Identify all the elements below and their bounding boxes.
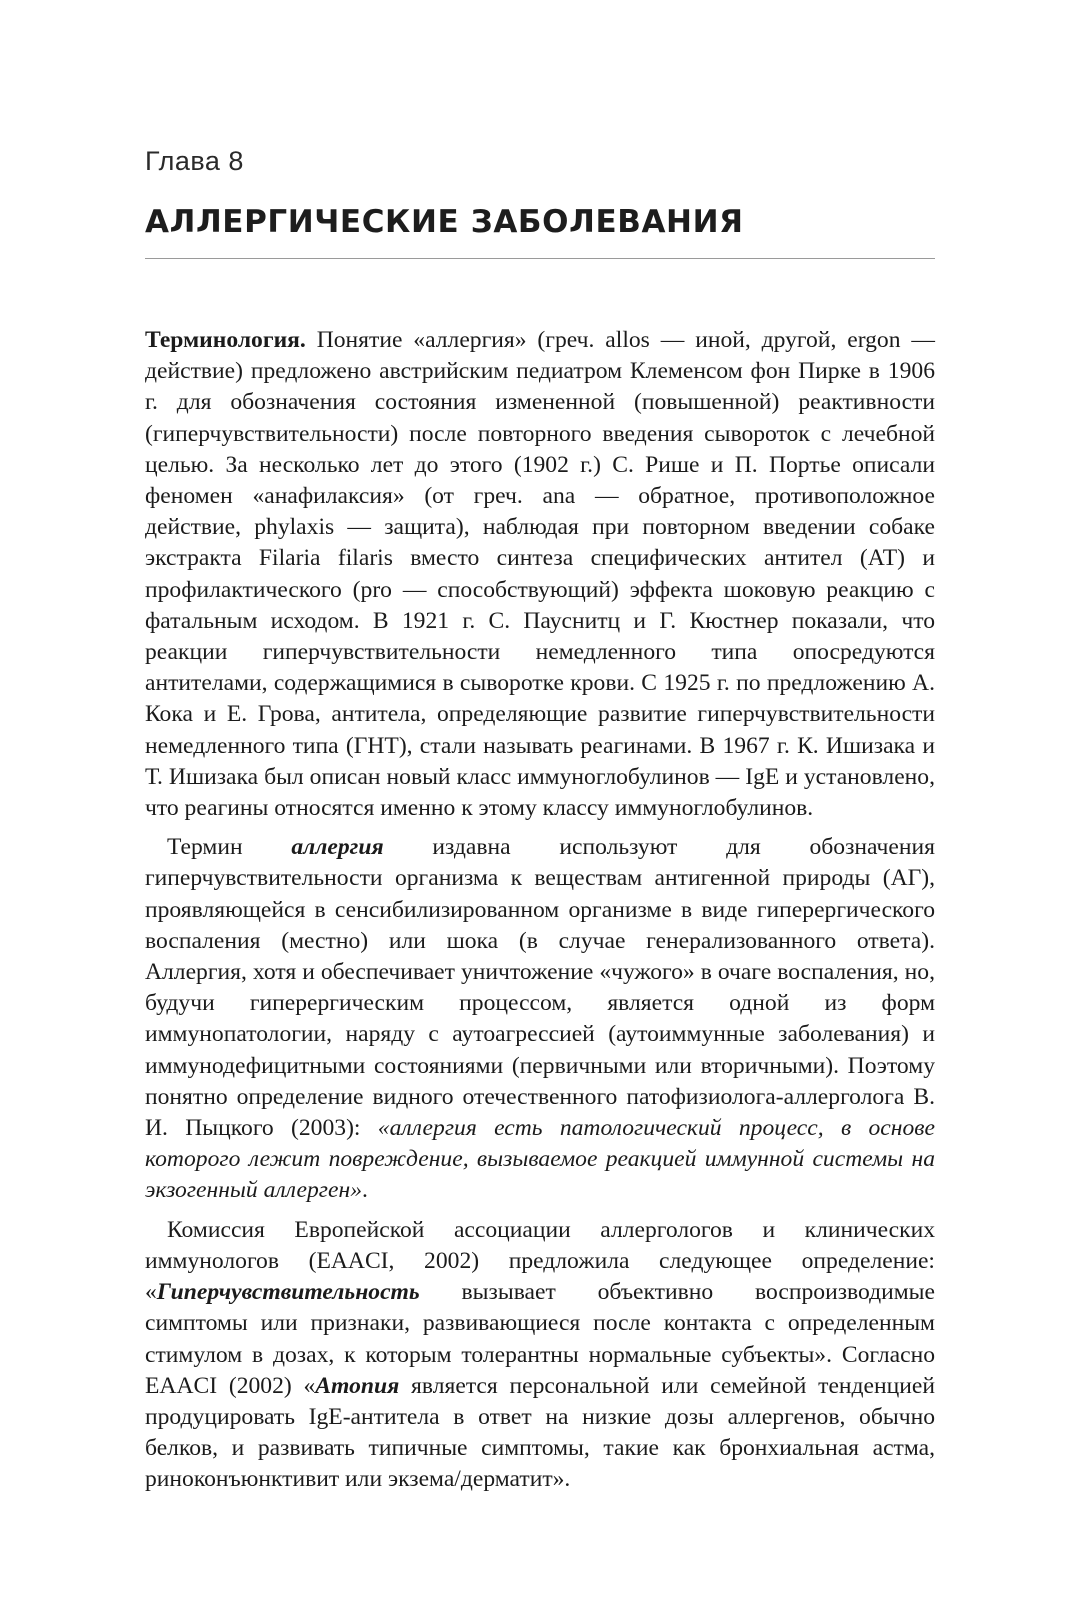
paragraph-allergy-term bbox=[145, 832, 935, 1206]
paragraph-terminology bbox=[145, 325, 935, 824]
term-hypersensitivity: Гиперчувствительность bbox=[156, 1279, 420, 1306]
paragraph-text-pre: Термин bbox=[167, 834, 292, 861]
chapter-body bbox=[145, 325, 935, 1504]
title-divider bbox=[145, 258, 935, 259]
term-atopy: Атопия bbox=[315, 1372, 400, 1399]
chapter-title: АЛЛЕРГИЧЕСКИЕ ЗАБОЛЕВАНИЯ bbox=[145, 204, 744, 240]
paragraph-text: Понятие «аллергия» (греч. allos — иной, другой, ergon — действие) предложено австрийским педиатром Клеменсом фон Пирке в 1906 г. для обозначения состояния измененной (повышенной) реактивности (гиперчувствительности) после повторного введения сывороток с лечебной целью. За несколько лет до этого (1902 г.) С. Рише и П. Портье описали феномен «анафилаксия» (от греч. ana — обратное, противоположное действие, phylaxis — защита), наблюдая при повторном введении собаке экстракта Filaria filaris вместо синтеза специфических антител (АТ) и профилактического (pro — способствующий) эффекта шоковую реакцию с фатальным исходом. В 1921 г. С. Пауснитц и Г. Кюстнер показали, что реакции гиперчувствительности немедленного типа опосредуются антителами, содержащимися в сыворотке крови. С 1925 г. по предложению А. Кока и Е. Грова, антитела, определяющие развитие гиперчувствительности немедленного типа (ГНТ), стали называть реагинами. В 1967 г. К. Ишизака и Т. Ишизака был описан новый класс иммуноглобулинов — IgE и установлено, что реагины относятся именно к этому классу иммуноглобулинов. bbox=[145, 327, 935, 822]
paragraph-text-end: является персональной или семейной тенденцией продуцировать IgE-антитела в ответ на низкие дозы аллергенов, обычно белков, и развивать типичные симптомы, такие как бронхиальная астма, риноконъюнктивит или экзема/дерматит». bbox=[145, 1372, 936, 1493]
paragraph-text: издавна используют для обозначения гиперчувствительности организма к веществам антигенной природы (АГ), проявляющейся в сенсибилизированном организме в виде гиперергического воспаления (местно) или шока (в случае генерализованного ответа). Аллергия, хотя и обеспечивает уничтожение «чужого» в очаге воспаления, но, будучи гиперергическим процессом, является одной из форм иммунопатологии, наряду с аутоагрессией (аутоиммунные заболевания) и иммунодефицитными состояниями (первичными или вторичными). Поэтому понятно определение видного отечественного патофизиолога-аллерголога В. И. Пыцкого (2003): bbox=[145, 834, 935, 1142]
paragraph-text-pre: Комиссия Европейской ассоциации аллергологов и клинических иммунологов (EAACI, 2002) предложила следующее определение: « bbox=[145, 1216, 935, 1306]
paragraph-lead: Терминология. bbox=[145, 327, 306, 353]
chapter-label: Глава 8 bbox=[145, 146, 244, 176]
paragraph-text-end: . bbox=[362, 1177, 368, 1204]
definition-quote: «аллергия есть патологический процесс, в основе которого лежит повреждение, вызываемое реакцией иммунной системы на экзогенный аллерген» bbox=[145, 1115, 935, 1204]
paragraph-eaaci bbox=[145, 1215, 935, 1496]
term-allergy: аллергия bbox=[291, 834, 384, 861]
paragraph-text-mid: вызывает объективно воспроизводимые симптомы или признаки, развивающиеся после контакта с определенным стимулом в дозах, к которым толерантны нормальные субъекты». Согласно EAACI (2002) « bbox=[145, 1279, 935, 1399]
